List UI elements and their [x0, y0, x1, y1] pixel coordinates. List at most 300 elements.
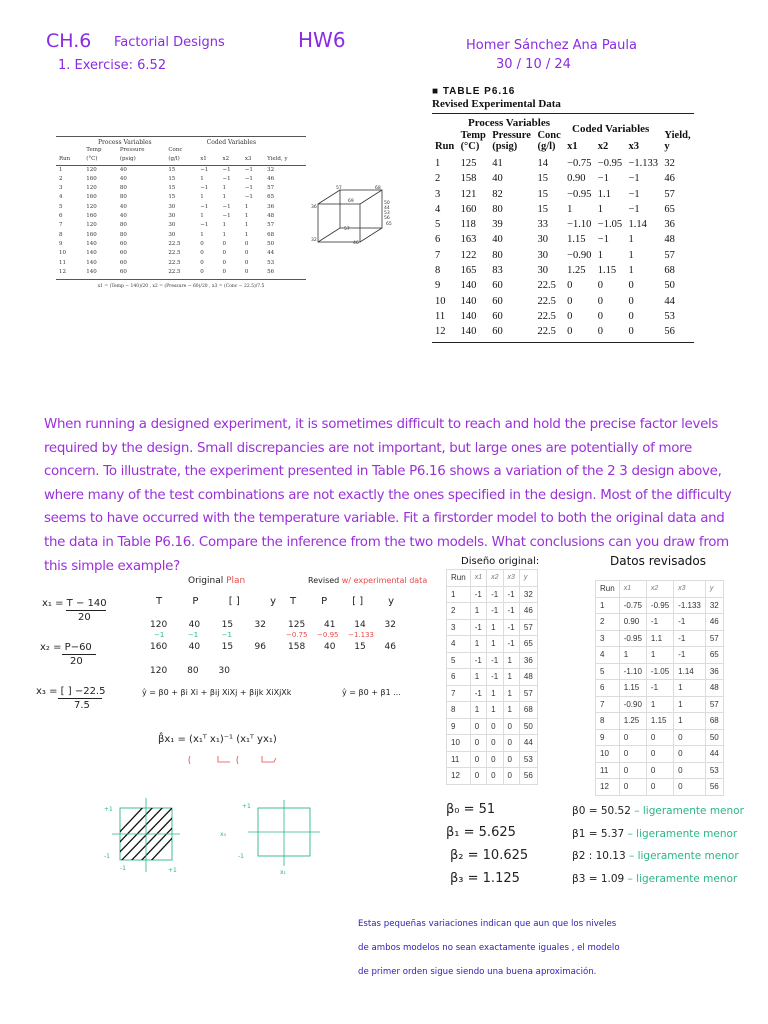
beta1-original: β₁ = 5.625	[446, 825, 516, 840]
table-cell: 1	[487, 685, 503, 702]
table-cell: 33	[537, 219, 548, 231]
orig-row-2: 160 40 15 96	[150, 642, 266, 652]
table-cell: 1	[487, 636, 503, 653]
x1-formula: x₁ = T − 140	[42, 598, 107, 609]
table-cell: 80	[119, 185, 127, 192]
table-cell: 65	[705, 647, 723, 664]
table-cell: -1	[674, 647, 706, 664]
table-cell: 0	[470, 768, 486, 785]
table-cell: 125	[460, 158, 477, 169]
table-cell: 56	[267, 268, 275, 275]
table-cell: 0	[619, 779, 646, 796]
table-cell: 48	[267, 213, 275, 220]
sketch2-x1: x₁	[280, 869, 286, 876]
table-cell: -1	[674, 630, 706, 647]
table-cell: −1	[628, 188, 640, 200]
table-cell: 1	[59, 166, 63, 173]
table-cell: 22.5	[168, 259, 181, 266]
table-cell: 7	[596, 696, 620, 713]
table-cell: 4	[447, 636, 471, 653]
table-cell: 10	[596, 746, 620, 763]
column-header: x1	[470, 570, 486, 587]
table-row	[596, 630, 724, 647]
table-cell: 65	[664, 203, 675, 215]
table-cell: 46	[664, 173, 675, 185]
orig-row-1-coded: −1 −1 −1	[154, 631, 232, 639]
table-cell: 158	[460, 173, 477, 185]
table-cell: 0	[222, 240, 226, 247]
table-cell: 57	[664, 188, 675, 200]
design-revised-table	[595, 580, 724, 796]
table-cell: 1	[597, 203, 604, 215]
table-cell: 65	[267, 194, 275, 201]
column-header: y	[519, 570, 537, 587]
table-row	[447, 603, 538, 620]
table-cell: 0.90	[619, 614, 646, 631]
column-header: x1	[619, 581, 646, 598]
table-row	[596, 597, 724, 614]
table-cell: 1	[470, 702, 486, 719]
table-cell: 0	[646, 779, 673, 796]
table-cell: −1	[222, 203, 231, 210]
svg-text:56: 56	[384, 216, 390, 221]
table-row	[596, 746, 724, 763]
col-y: y	[270, 596, 276, 607]
table-cell: −1.05	[597, 219, 623, 231]
rev-group-coded: Coded Variables	[572, 123, 650, 135]
group-process-label: Process Variables	[98, 139, 152, 146]
exercise-label: 1. Exercise: 6.52	[58, 58, 167, 73]
model-full: ŷ = β0 + βi Xi + βij XiXj + βijk XiXjXk	[142, 688, 292, 697]
table-cell: −0.75	[567, 158, 592, 169]
x2-formula: x₂ = P−60	[40, 642, 92, 653]
svg-text:57: 57	[336, 186, 342, 191]
table-cell: 0	[674, 746, 706, 763]
column-header: x2	[487, 570, 503, 587]
svg-text:46: 46	[353, 241, 359, 246]
table-cell: 6	[435, 234, 441, 246]
table-cell: 1	[503, 669, 519, 686]
table-cell: 0	[200, 240, 204, 247]
x1-denominator: 20	[78, 612, 91, 623]
table-cell: -1	[503, 636, 519, 653]
table-cell: 120	[86, 222, 97, 229]
table-cell: −1	[222, 213, 231, 220]
table-cell: 2	[447, 603, 471, 620]
table-cell: −1	[244, 166, 253, 173]
table-subtitle: Revised Experimental Data	[432, 98, 561, 110]
table-cell: 0	[597, 280, 604, 292]
col-c: [ ]	[228, 596, 240, 607]
table-cell: 0	[567, 326, 573, 338]
table-cell: 1.15	[619, 680, 646, 697]
table-cell: 48	[519, 669, 537, 686]
column-header: Conc (g/l)	[537, 130, 561, 152]
rev-row-2: 158 40 15 46	[288, 642, 396, 652]
table-cell: 1.15	[597, 265, 617, 277]
x3-formula: x₃ = [ ] −22.5	[36, 686, 106, 697]
table-cell: 83	[492, 265, 503, 277]
table-cell: 1	[503, 652, 519, 669]
table-cell: 80	[119, 231, 127, 238]
table-cell: 1	[200, 231, 204, 238]
coef-row-3: β3 = 1.09 – ligeramente menor	[572, 872, 738, 885]
table-cell: 140	[86, 240, 97, 247]
table-row	[56, 212, 306, 221]
column-header: Yield, y	[664, 130, 691, 152]
table-cell: 0	[244, 259, 249, 266]
table-cell: 1.1	[597, 188, 611, 200]
revised-table	[432, 130, 694, 340]
table-cell: 0	[487, 718, 503, 735]
design-original-table	[446, 569, 538, 785]
table-cell: 82	[492, 188, 503, 200]
table-cell: 140	[460, 310, 477, 322]
table-cell: 36	[519, 652, 537, 669]
table-row	[432, 217, 694, 232]
table-cell: 0	[628, 295, 634, 307]
table-cell: 57	[519, 619, 537, 636]
coef-row-2: β2 : 10.13 – ligeramente menor	[572, 850, 739, 862]
beta0-original: β₀ = 51	[446, 802, 496, 817]
table-row	[447, 751, 538, 768]
svg-text:57: 57	[344, 227, 350, 232]
table-cell: 0	[646, 729, 673, 746]
table-row	[56, 184, 306, 193]
table-cell: 44	[519, 735, 537, 752]
table-cell: 8	[596, 713, 620, 730]
table-cell: 15	[168, 175, 176, 182]
table-cell: 11	[435, 310, 446, 322]
table-cell: 1	[674, 713, 706, 730]
column-header: Temp (°C)	[86, 147, 102, 163]
table-cell: 0	[628, 326, 634, 338]
table-cell: −1	[222, 175, 231, 182]
table-cell: 0	[597, 295, 604, 307]
svg-text:69: 69	[348, 199, 354, 204]
table-cell: 0	[200, 259, 204, 266]
table-cell: 8	[447, 702, 471, 719]
table-row	[432, 263, 694, 278]
table-cell: 0	[470, 718, 486, 735]
table-cell: 0	[244, 240, 249, 247]
table-cell: 5	[596, 663, 620, 680]
svg-text:44: 44	[384, 206, 390, 211]
table-cell: 60	[492, 310, 503, 322]
table-cell: 11	[59, 259, 66, 266]
table-cell: 10	[435, 295, 446, 307]
column-header: x3	[503, 570, 519, 587]
table-row	[432, 202, 694, 217]
table-cell: 118	[460, 219, 476, 231]
table-row	[56, 165, 306, 175]
table-cell: 32	[267, 166, 275, 173]
table-cell: −0.95	[567, 188, 592, 200]
table-row	[447, 586, 538, 603]
table-cell: 11	[447, 751, 471, 768]
table-cell: 1	[674, 696, 706, 713]
table-cell: 0	[646, 762, 673, 779]
table-cell: 0	[619, 729, 646, 746]
x2-denominator: 20	[70, 656, 83, 667]
table-cell: 1	[470, 603, 486, 620]
table-cell: 140	[86, 250, 97, 257]
table-cell: 10	[59, 250, 66, 257]
table-cell: −1	[200, 222, 209, 229]
table-row	[56, 249, 306, 258]
column-header: Run	[447, 570, 471, 587]
sketch-label-bottom: -1	[104, 853, 110, 860]
table-row	[447, 768, 538, 785]
table-cell: 30	[537, 249, 548, 261]
table-cell: 1	[503, 702, 519, 719]
table-cell: 1.14	[674, 663, 706, 680]
coding-formula: x1 = (Temp − 140)/20 , x2 = (Pressure − 60)/20 , x3 = (Conc − 22.5)/7.5	[97, 284, 265, 290]
table-cell: 14	[537, 158, 548, 169]
table-cell: 12	[59, 268, 66, 275]
original-table	[56, 146, 306, 277]
original-table-block	[56, 136, 306, 289]
table-cell: 36	[705, 663, 723, 680]
table-cell: 7	[59, 222, 63, 229]
table-cell: 0	[674, 762, 706, 779]
table-cell: 15	[537, 188, 548, 200]
table-cell: 1	[674, 680, 706, 697]
table-cell: 1	[200, 213, 204, 220]
table-cell: -1.133	[674, 597, 706, 614]
table-cell: 1	[597, 249, 604, 261]
table-cell: 22.5	[537, 280, 556, 292]
table-cell: 15	[537, 203, 548, 215]
col-t: T	[290, 596, 297, 607]
column-header: Run	[59, 156, 71, 163]
table-cell: 32	[664, 158, 675, 169]
table-cell: 1	[200, 175, 204, 182]
table-cell: 6	[596, 680, 620, 697]
table-cell: -0.75	[619, 597, 646, 614]
revised-word: Revised	[308, 576, 340, 585]
table-cell: 0	[222, 268, 226, 275]
topic-label: Factorial Designs	[114, 35, 225, 50]
design-original-title: Diseño original:	[461, 556, 540, 567]
table-row	[447, 669, 538, 686]
table-cell: 1	[646, 696, 673, 713]
table-cell: 4	[59, 194, 63, 201]
table-cell: 1	[628, 234, 634, 246]
table-cell: −1	[200, 203, 209, 210]
table-cell: 39	[492, 219, 503, 231]
table-cell: 53	[705, 762, 723, 779]
table-cell: 0	[567, 310, 573, 322]
table-cell: −1.10	[567, 219, 592, 231]
table-row	[56, 203, 306, 212]
problem-statement: When running a designed experiment, it is sometimes difficult to reach and hold the precise factor levels required by the design. Small discrepancies are not important, but large ones are potentially of more concern. To illustrate, the experiment presented in Table P6.16 shows a variation of the 2 3 design above, where many of the test combinations are not exactly the ones specified in the design. Most of the difficulty seems to have occurred with the temperature variable. Fit a firstorder model to both the original data and the data in Table P6.16. Compare the inference from the two models. What conclusions can you draw from this simple example?	[44, 417, 732, 574]
table-cell: 50	[664, 280, 675, 292]
table-cell: 4	[596, 647, 620, 664]
table-cell: −1	[200, 185, 209, 192]
table-row	[56, 259, 306, 268]
conclusion-line-1: Estas pequeñas variaciones indican que aun que los niveles	[358, 919, 617, 929]
table-cell: -0.90	[619, 696, 646, 713]
table-row	[596, 729, 724, 746]
table-cell: 1	[200, 194, 204, 201]
svg-text:68: 68	[375, 186, 381, 191]
sketch2-x3: x₃	[220, 831, 226, 838]
col-y: y	[388, 596, 394, 607]
column-header: x3	[244, 156, 252, 163]
authors-label: Homer Sánchez Ana Paula	[466, 38, 637, 53]
table-title: ■ TABLE P6.16	[432, 86, 516, 97]
table-cell: −1	[244, 185, 253, 192]
table-cell: 60	[119, 250, 127, 257]
table-cell: 1	[470, 669, 486, 686]
table-cell: 60	[119, 259, 127, 266]
col-t: T	[156, 596, 163, 607]
col-p: P	[192, 596, 199, 607]
table-cell: -1	[487, 603, 503, 620]
table-cell: 3	[435, 188, 441, 200]
table-cell: 1	[567, 203, 573, 215]
table-cell: 41	[492, 158, 503, 169]
svg-text:50: 50	[384, 201, 390, 206]
table-cell: 122	[460, 249, 477, 261]
table-cell: 30	[537, 234, 548, 246]
table-cell: 22.5	[168, 250, 181, 257]
table-row	[432, 309, 694, 324]
coef-row-0: β0 = 50.52 – ligeramente menor	[572, 805, 744, 817]
table-cell: 48	[705, 680, 723, 697]
table-cell: -1	[503, 586, 519, 603]
column-header: Run	[596, 581, 620, 598]
col-c: [ ]	[352, 596, 364, 607]
table-cell: 0.90	[567, 173, 586, 185]
table-cell: 60	[492, 295, 503, 307]
table-cell: 3	[596, 630, 620, 647]
table-cell: 1	[487, 619, 503, 636]
table-row	[432, 171, 694, 186]
col-p: P	[321, 596, 328, 607]
table-cell: 80	[492, 249, 503, 261]
table-row	[596, 713, 724, 730]
table-cell: -1	[674, 614, 706, 631]
table-cell: 140	[86, 268, 97, 275]
table-cell: 60	[119, 268, 127, 275]
table-cell: 3	[447, 619, 471, 636]
beta-formula: β̂x₁ = (x₁ᵀ x₁)⁻¹ (x₁ᵀ yx₁)	[158, 734, 277, 745]
table-cell: 1	[222, 185, 226, 192]
table-cell: −1	[597, 234, 609, 246]
table-row	[596, 680, 724, 697]
table-cell: 1	[487, 702, 503, 719]
table-cell: 44	[267, 250, 275, 257]
table-cell: 50	[705, 729, 723, 746]
table-cell: 8	[435, 265, 441, 277]
table-row	[447, 636, 538, 653]
date-label: 30 / 10 / 24	[496, 57, 571, 72]
table-cell: 0	[200, 250, 204, 257]
plan-word: Plan	[226, 576, 246, 586]
table-cell: 60	[492, 326, 503, 338]
original-word: Original	[188, 576, 224, 586]
column-header: Pressure (psig)	[119, 147, 145, 163]
table-cell: 22.5	[537, 295, 556, 307]
hatched-design-square	[96, 796, 188, 878]
table-cell: 0	[628, 310, 634, 322]
table-row	[432, 248, 694, 263]
table-cell: 0	[503, 751, 519, 768]
table-cell: 1	[244, 222, 249, 229]
table-cell: 9	[596, 729, 620, 746]
table-row	[596, 663, 724, 680]
table-cell: 165	[460, 265, 477, 277]
table-cell: 1	[222, 222, 226, 229]
table-cell: 1	[447, 586, 471, 603]
column-header: Pressure (psig)	[492, 130, 531, 152]
table-cell: 4	[435, 203, 441, 215]
table-cell: 40	[119, 166, 127, 173]
table-cell: 30	[168, 222, 176, 229]
table-cell: 22.5	[168, 240, 181, 247]
table-cell: 53	[664, 310, 675, 322]
table-cell: 0	[503, 718, 519, 735]
table-cell: 57	[519, 685, 537, 702]
model-revised: ŷ = β0 + β1 ...	[342, 688, 401, 697]
table-cell: −1	[597, 173, 609, 185]
table-cell: 40	[119, 213, 127, 220]
conclusion-line-3: de primer orden sigue siendo una buena aproximación.	[358, 967, 597, 977]
sketch-label-left: -1	[120, 865, 126, 872]
table-cell: 1	[628, 265, 634, 277]
table-cell: 0	[597, 326, 604, 338]
sketch2-bottom: -1	[238, 853, 244, 860]
table-cell: 160	[86, 194, 97, 201]
table-cell: 12	[447, 768, 471, 785]
table-cell: 40	[119, 203, 127, 210]
table-cell: -1	[470, 652, 486, 669]
svg-text:32: 32	[311, 238, 317, 243]
table-row	[596, 779, 724, 796]
table-cell: 0	[503, 735, 519, 752]
table-cell: 1.25	[619, 713, 646, 730]
table-cell: 40	[119, 175, 127, 182]
table-cell: 160	[460, 203, 477, 215]
table-cell: 0	[222, 259, 226, 266]
original-plan-label	[188, 576, 245, 586]
table-cell: 1	[646, 647, 673, 664]
coefficients-original	[446, 798, 528, 890]
table-row	[56, 231, 306, 240]
table-cell: 5	[435, 219, 441, 231]
sketch2-top: +1	[242, 803, 251, 810]
table-cell: 0	[646, 746, 673, 763]
table-cell: 7	[447, 685, 471, 702]
table-row	[447, 735, 538, 752]
table-cell: -0.95	[619, 630, 646, 647]
table-cell: 0	[503, 768, 519, 785]
table-cell: 57	[267, 222, 275, 229]
svg-text:53: 53	[384, 211, 390, 216]
table-cell: 46	[267, 175, 275, 182]
coef-row-1: β1 = 5.37 – ligeramente menor	[572, 827, 738, 840]
table-cell: 140	[86, 259, 97, 266]
table-cell: 140	[460, 280, 477, 292]
table-cell: 60	[119, 240, 127, 247]
chapter-label: CH.6	[46, 30, 92, 52]
revised-tail: w/ experimental data	[341, 576, 428, 585]
group-coded-label: Coded Variables	[206, 139, 257, 146]
column-header: x1	[567, 141, 578, 152]
table-row	[56, 240, 306, 249]
